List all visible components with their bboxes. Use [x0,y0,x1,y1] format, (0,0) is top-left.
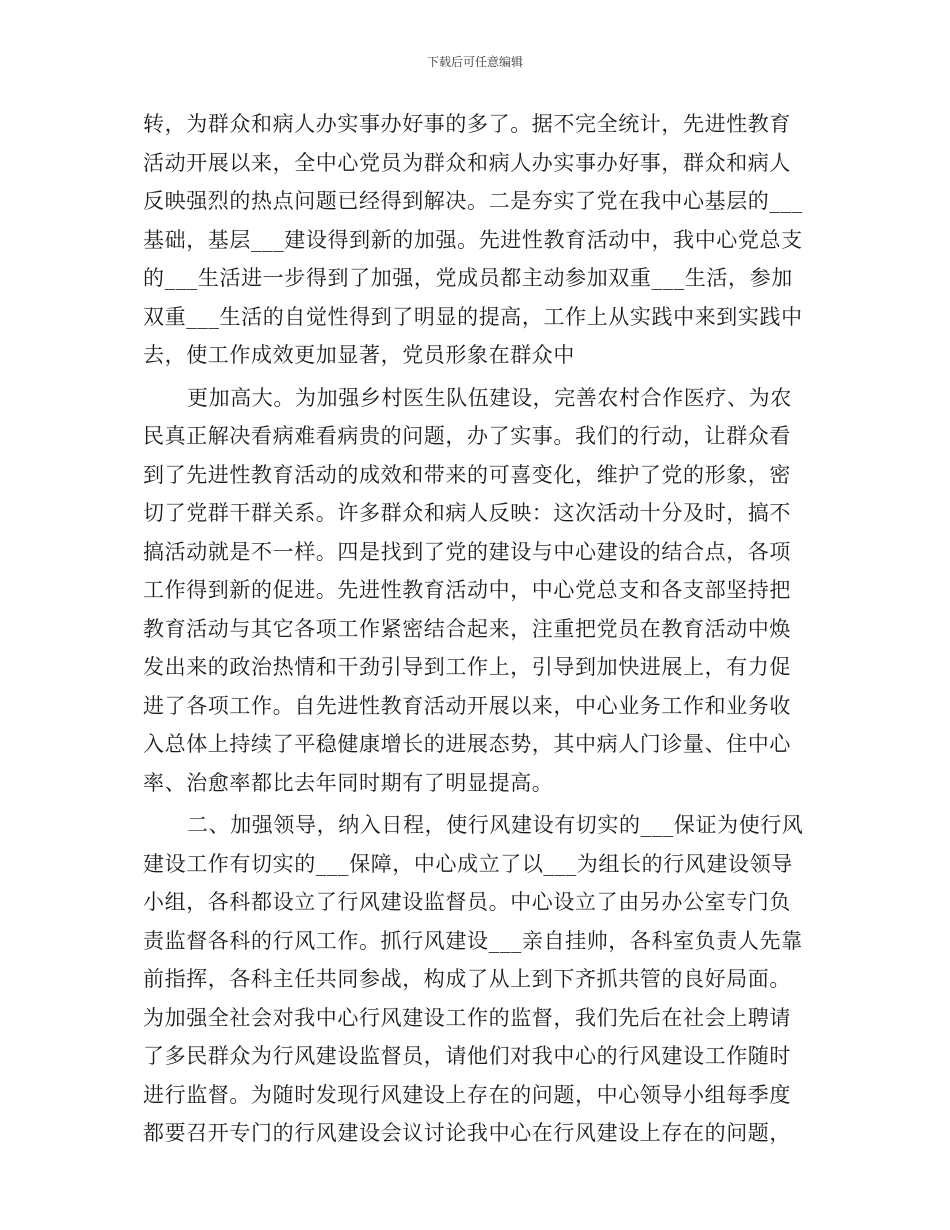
text-line: 反映强烈的热点问题已经得到解决。二是夯实了党在我中心基层的___ [143,189,803,213]
text-line: 了多民群众为行风建设监督员，请他们对我中心的行风建设工作随时 [143,1044,791,1068]
text-line: 为加强全社会对我中心行风建设工作的监督，我们先后在社会上聘请 [143,1005,791,1030]
paragraph-1 [143,105,808,375]
text-line: 建设工作有切实的___保障，中心成立了以___为组长的行风建设领导 [143,851,793,876]
text-line: 双重___生活的自觉性得到了明显的提高，工作上从实践中来到实践中 [143,304,803,329]
document-body [143,105,808,1153]
text-line: 的___生活进一步得到了加强，党成员都主动参加双重___生活，参加 [143,266,793,290]
text-line: 民真正解决看病难看病贵的问题，办了实事。我们的行动，让群众看 [143,424,791,448]
page-header-note: 下载后可任意编辑 [426,55,523,69]
text-line: 去，使工作成效更加显著，党员形象在群众中 [143,343,575,367]
text-line: 二、加强领导，纳入日程，使行风建设有切实的___保证为使行风 [187,813,804,837]
text-line: 发出来的政治热情和干劲引导到工作上，引导到加快进展上，有力促 [143,655,791,679]
text-line: 工作得到新的促进。先进性教育活动中，中心党总支和各支部坚持把 [143,578,791,602]
text-line: 教育活动与其它各项工作紧密结合起来，注重把党员在教育活动中焕 [143,616,791,641]
text-line: 活动开展以来，全中心党员为群众和病人办实事办好事，群众和病人 [143,150,791,175]
paragraph-2 [143,379,808,803]
text-line: 都要召开专门的行风建设会议讨论我中心在行风建设上存在的问题， [143,1121,791,1145]
text-line: 到了先进性教育活动的成效和带来的可喜变化，维护了党的形象，密 [143,462,791,487]
text-line: 搞活动就是不一样。四是找到了党的建设与中心建设的结合点，各项 [143,539,791,564]
text-line: 责监督各科的行风工作。抓行风建设___亲自挂帅，各科室负责人先靠 [143,928,803,953]
text-line: 小组，各科都设立了行风建设监督员。中心设立了由另办公室专门负 [143,890,791,914]
text-line: 前指挥，各科主任共同参战，构成了从上到下齐抓共管的良好局面。 [143,967,791,991]
text-line: 转，为群众和病人办实事办好事的多了。据不完全统计，先进性教育 [143,112,791,136]
text-line: 率、治愈率都比去年同时期有了明显提高。 [143,770,554,795]
text-line: 进行监督。为随时发现行风建设上存在的问题，中心领导小组每季度 [143,1082,791,1107]
text-line: 入总体上持续了平稳健康增长的进展态势，其中病人门诊量、住中心 [143,732,791,756]
text-line: 切了党群干群关系。许多群众和病人反映：这次活动十分及时，搞不 [143,501,791,525]
text-line: 进了各项工作。自先进性教育活动开展以来，中心业务工作和业务收 [143,693,791,718]
text-line: 更加高大。为加强乡村医生队伍建设，完善农村合作医疗、为农 [187,385,792,410]
text-line: 基础，基层___建设得到新的加强。先进性教育活动中，我中心党总支 [143,227,803,252]
paragraph-3 [143,806,808,1153]
